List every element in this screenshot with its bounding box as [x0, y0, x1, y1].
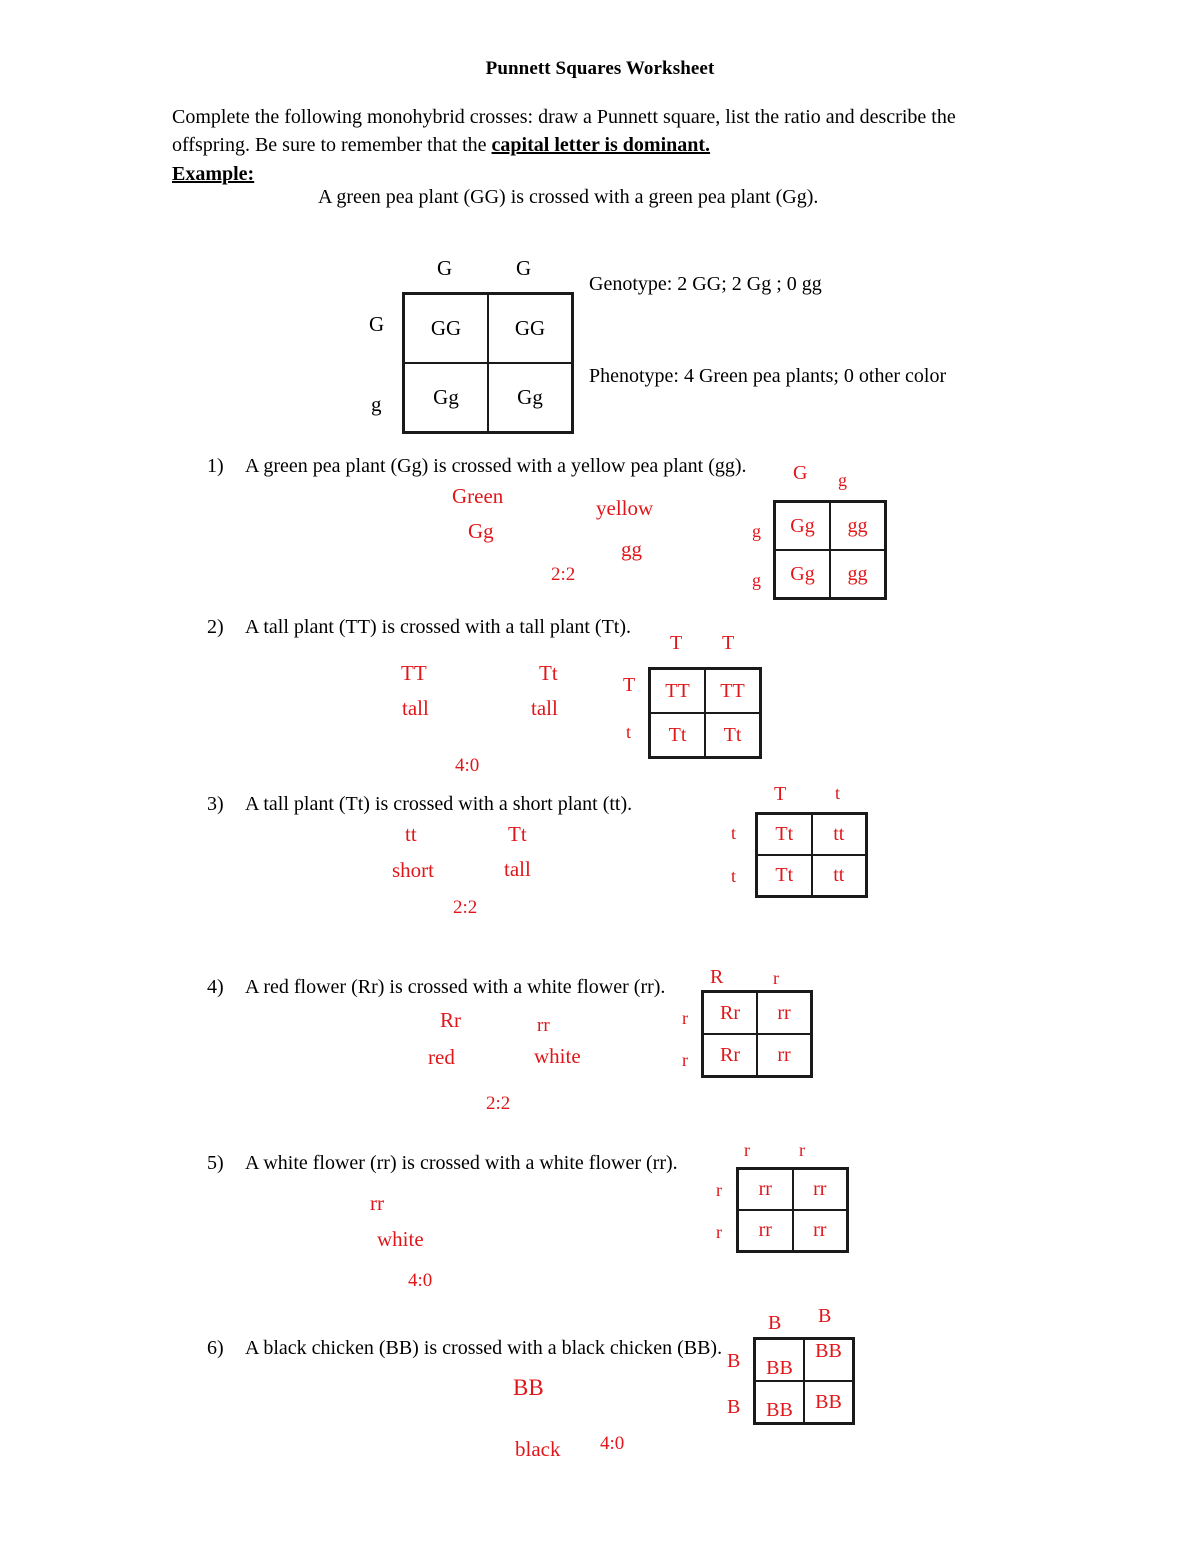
example-genotype: Genotype: 2 GG; 2 Gg ; 0 gg — [589, 273, 822, 295]
instructions-line-2: offspring. Be sure to remember that the — [172, 134, 492, 156]
instructions — [172, 103, 962, 159]
punnett-cell[interactable]: Tt — [705, 713, 760, 757]
answer-genotype-right-4[interactable]: rr — [537, 1015, 550, 1036]
answer-genotype-right-2[interactable]: Tt — [539, 661, 558, 685]
answer-ratio-3[interactable]: 2:2 — [453, 897, 478, 918]
question-number-2: 2) — [207, 616, 224, 638]
question-prompt-3: A tall plant (Tt) is crossed with a short plant (tt). — [245, 793, 633, 815]
q5-side-label-1: r — [716, 1222, 722, 1242]
q4-top-label-1: r — [773, 968, 779, 988]
q4-punnett-square[interactable] — [701, 990, 813, 1078]
q3-top-label-1: t — [835, 783, 841, 803]
q2-top-label-0: T — [670, 632, 683, 654]
q6-top-label-0: B — [768, 1312, 782, 1334]
question-number-1: 1) — [207, 455, 224, 477]
punnett-cell[interactable]: TT — [705, 669, 760, 713]
answer-genotype-right-3[interactable]: Tt — [508, 822, 527, 846]
q5-top-label-0: r — [744, 1140, 750, 1160]
punnett-cell[interactable]: Gg — [775, 502, 830, 550]
q4-top-label-0: R — [710, 966, 724, 988]
punnett-cell[interactable]: rr — [757, 1034, 811, 1076]
punnett-cell[interactable]: Gg — [775, 550, 830, 598]
answer-ratio-2[interactable]: 4:0 — [455, 755, 480, 776]
q2-side-label-0: T — [623, 674, 636, 696]
q3-punnett-square[interactable] — [755, 812, 868, 898]
instructions-emphasis: capital letter is dominant. — [491, 134, 711, 156]
q1-top-label-0: G — [793, 462, 808, 484]
question-number-6: 6) — [207, 1337, 224, 1359]
question-number-5: 5) — [207, 1152, 224, 1174]
answer-phenotype-right-2[interactable]: tall — [531, 696, 558, 720]
answer-genotype-left-5[interactable]: rr — [370, 1191, 384, 1215]
answer-genotype-right-1[interactable]: gg — [621, 537, 642, 561]
answer-phenotype-left-5[interactable]: white — [377, 1227, 424, 1251]
question-number-3: 3) — [207, 793, 224, 815]
example-side-label-1: g — [371, 392, 382, 416]
q6-side-label-0: B — [727, 1350, 741, 1372]
answer-genotype-left-1[interactable]: Gg — [468, 519, 494, 543]
answer-ratio-5[interactable]: 4:0 — [408, 1270, 433, 1291]
answer-phenotype-left-6[interactable]: black — [515, 1437, 561, 1461]
example-punnett-square — [402, 292, 574, 434]
q2-side-label-1: t — [626, 722, 632, 742]
question-prompt-1: A green pea plant (Gg) is crossed with a yellow pea plant (gg). — [245, 455, 747, 477]
answer-phenotype-left-2[interactable]: tall — [402, 696, 429, 720]
question-prompt-4: A red flower (Rr) is crossed with a white flower (rr). — [245, 976, 666, 998]
answer-ratio-4[interactable]: 2:2 — [486, 1093, 511, 1114]
punnett-cell: Gg — [404, 363, 488, 432]
answer-ratio-1[interactable]: 2:2 — [551, 564, 576, 585]
example-prompt: A green pea plant (GG) is crossed with a green pea plant (Gg). — [318, 186, 819, 208]
punnett-cell[interactable]: gg — [830, 502, 885, 550]
punnett-cell[interactable]: rr — [757, 992, 811, 1034]
punnett-cell[interactable]: tt — [812, 814, 867, 855]
question-prompt-5: A white flower (rr) is crossed with a white flower (rr). — [245, 1152, 678, 1174]
q3-top-label-0: T — [774, 783, 787, 805]
page-title: Punnett Squares Worksheet — [485, 58, 715, 79]
q5-punnett-square[interactable] — [736, 1167, 849, 1253]
punnett-cell[interactable]: rr — [793, 1169, 848, 1210]
example-phenotype: Phenotype: 4 Green pea plants; 0 other color — [589, 365, 947, 387]
q3-side-label-0: t — [731, 823, 737, 843]
answer-genotype-left-2[interactable]: TT — [401, 661, 427, 685]
punnett-cell[interactable]: BB — [755, 1381, 804, 1423]
example-top-label-0: G — [437, 256, 453, 280]
q4-side-label-1: r — [682, 1050, 688, 1070]
answer-genotype-left-6[interactable]: BB — [513, 1375, 544, 1400]
q2-punnett-square[interactable] — [648, 667, 762, 759]
punnett-cell[interactable]: rr — [793, 1210, 848, 1251]
question-prompt-6: A black chicken (BB) is crossed with a black chicken (BB). — [245, 1337, 723, 1359]
punnett-cell: GG — [488, 294, 572, 363]
punnett-cell[interactable]: tt — [812, 855, 867, 896]
punnett-cell[interactable]: Tt — [757, 814, 812, 855]
q6-top-label-1: B — [818, 1305, 832, 1327]
punnett-cell[interactable]: Rr — [703, 992, 757, 1034]
q1-side-label-0: g — [752, 521, 761, 541]
answer-genotype-left-4[interactable]: Rr — [440, 1008, 461, 1032]
answer-phenotype-right-1[interactable]: yellow — [596, 496, 654, 520]
q5-top-label-1: r — [799, 1140, 805, 1160]
answer-ratio-6[interactable]: 4:0 — [600, 1433, 625, 1454]
instructions-line-1: Complete the following monohybrid crosses: draw a Punnett square, list the ratio and describe the — [172, 106, 956, 128]
question-number-4: 4) — [207, 976, 224, 998]
punnett-cell[interactable]: BB — [804, 1381, 853, 1423]
punnett-cell: GG — [404, 294, 488, 363]
q3-side-label-1: t — [731, 866, 737, 886]
answer-genotype-left-3[interactable]: tt — [405, 822, 417, 846]
punnett-cell[interactable]: gg — [830, 550, 885, 598]
answer-phenotype-left-3[interactable]: short — [392, 858, 434, 882]
punnett-cell[interactable]: rr — [738, 1210, 793, 1251]
punnett-cell[interactable]: BB — [804, 1339, 853, 1381]
answer-phenotype-right-4[interactable]: white — [534, 1044, 581, 1068]
punnett-cell[interactable]: Tt — [650, 713, 705, 757]
example-top-label-1: G — [516, 256, 532, 280]
answer-phenotype-left-1[interactable]: Green — [452, 484, 504, 508]
answer-phenotype-right-3[interactable]: tall — [504, 857, 531, 881]
q6-punnett-square[interactable] — [753, 1337, 855, 1425]
punnett-cell: Gg — [488, 363, 572, 432]
q6-side-label-1: B — [727, 1396, 741, 1418]
punnett-cell[interactable]: rr — [738, 1169, 793, 1210]
example-label: Example: — [172, 163, 255, 185]
q2-top-label-1: T — [722, 632, 735, 654]
example-side-label-0: G — [369, 312, 385, 336]
punnett-cell[interactable]: Rr — [703, 1034, 757, 1076]
punnett-cell[interactable]: Tt — [757, 855, 812, 896]
q1-side-label-1: g — [752, 570, 761, 590]
punnett-cell[interactable]: BB — [755, 1339, 804, 1381]
q1-top-label-1: g — [838, 470, 847, 490]
question-prompt-2: A tall plant (TT) is crossed with a tall plant (Tt). — [245, 616, 632, 638]
q5-side-label-0: r — [716, 1180, 722, 1200]
answer-phenotype-left-4[interactable]: red — [428, 1045, 455, 1069]
punnett-cell[interactable]: TT — [650, 669, 705, 713]
q1-punnett-square[interactable] — [773, 500, 887, 600]
q4-side-label-0: r — [682, 1008, 688, 1028]
